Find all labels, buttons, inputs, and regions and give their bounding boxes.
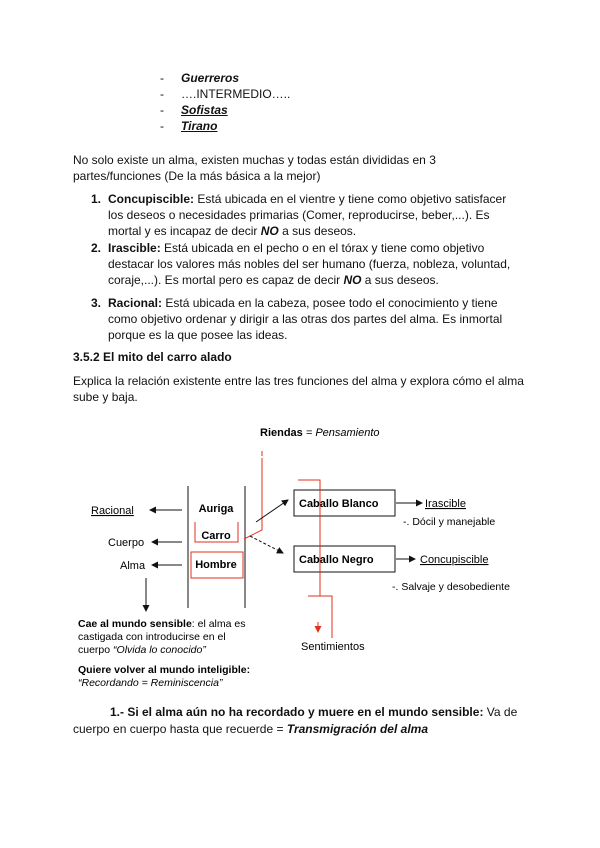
bullet-marker: -: [160, 119, 164, 133]
item-text: Está ubicada en el pecho o en el tórax y tiene como objetivo: [164, 241, 485, 255]
section-heading: 3.5.2 El mito del carro alado: [73, 350, 232, 364]
arrow-to-white-horse: [256, 500, 288, 522]
cuerpo-label: Cuerpo: [108, 537, 145, 549]
item-text: a sus deseos.: [364, 273, 439, 287]
chariot-allegory-diagram: [70, 418, 530, 696]
bullet-marker: -: [160, 103, 164, 117]
list-item: [160, 70, 290, 86]
item-term: Irascible:: [108, 241, 161, 255]
cae-note-line3: cuerpo “Olvida lo conocido”: [78, 644, 206, 656]
final-text: Va de: [483, 705, 518, 719]
item-term: Concupiscible:: [108, 192, 195, 206]
intro-paragraph: [73, 152, 473, 184]
item-text: mortal y es incapaz de decir: [108, 224, 258, 238]
cae-note-line2: castigada con introducirse en el: [78, 631, 226, 643]
item-text: a sus deseos.: [282, 224, 357, 238]
item-text: los deseos o necesidades primarias (Comer, reproducirse, beber,...). Es: [108, 208, 490, 222]
salvaje-label: -. Salvaje y desobediente: [392, 581, 510, 593]
arrow-to-black-horse: [250, 536, 283, 553]
final-emphasis: Transmigración del alma: [286, 722, 428, 736]
item-number: 1.: [91, 192, 102, 206]
carro-label: Carro: [201, 530, 231, 542]
item-text: Está ubicada en el vientre y tiene como objetivo satisfacer: [197, 192, 507, 206]
bullet-marker: -: [160, 87, 164, 101]
list-item: [160, 86, 290, 102]
final-lead: 1.- Si el alma aún no ha recordado y muere en el mundo sensible:: [110, 705, 484, 719]
reins-line: [244, 458, 262, 539]
list-item-text: Sofistas: [181, 103, 228, 117]
list-item-text: ….INTERMEDIO…..: [181, 87, 291, 101]
cae-note-line1: Cae al mundo sensible: el alma es: [78, 618, 246, 630]
sentimientos-label: Sentimientos: [301, 641, 365, 653]
item-text: destacar los valores más nobles del ser humano (fuerza, nobleza, voluntad,: [108, 257, 511, 271]
item-number: 2.: [91, 241, 102, 255]
hombre-label: Hombre: [195, 559, 237, 571]
intro-line: partes/funciones (De la más básica a la mejor): [73, 169, 321, 183]
auriga-label: Auriga: [198, 503, 234, 515]
item-text: Está ubicada en la cabeza, posee todo el conocimiento y tiene: [165, 296, 498, 310]
list-item: [160, 118, 290, 134]
section-line: sube y baja.: [73, 390, 138, 404]
bullet-list: [160, 70, 290, 134]
list-item-text: Guerreros: [181, 71, 240, 85]
irascible-label: Irascible: [425, 498, 466, 510]
item-text: coraje,...). Es mortal pero es capaz de decir: [108, 273, 341, 287]
item-text: porque es la que posee las ideas.: [108, 328, 288, 342]
item-term: Racional:: [108, 296, 163, 310]
transmigration-paragraph: [73, 704, 533, 738]
riendas-label: Riendas = Pensamiento: [260, 427, 380, 439]
recordando-note: “Recordando = Reminiscencia”: [78, 677, 223, 689]
final-text: cuerpo en cuerpo hasta que recuerde =: [73, 722, 287, 736]
racional-label: Racional: [91, 505, 134, 517]
section-line: Explica la relación existente entre las tres funciones del alma y explora cómo el alma: [73, 374, 524, 388]
list-item-text: Tirano: [181, 119, 218, 133]
section-paragraph: [73, 373, 533, 405]
bullet-marker: -: [160, 71, 164, 85]
concupiscible-label: Concupiscible: [420, 554, 489, 566]
docil-label: -. Dócil y manejable: [403, 516, 496, 528]
caballo-negro-label: Caballo Negro: [299, 554, 374, 566]
intro-line: No solo existe un alma, existen muchas y todas están divididas en 3: [73, 153, 436, 167]
list-item: [160, 102, 290, 118]
item-number: 3.: [91, 296, 102, 310]
item-text: como objetivo ordenar y dirigir a las otras dos partes del alma. Es inmortal: [108, 312, 503, 326]
alma-label: Alma: [120, 560, 146, 572]
quiere-note: Quiere volver al mundo inteligible:: [78, 664, 251, 676]
item-emphasis: NO: [260, 224, 279, 238]
caballo-blanco-label: Caballo Blanco: [299, 498, 379, 510]
item-emphasis: NO: [343, 273, 362, 287]
